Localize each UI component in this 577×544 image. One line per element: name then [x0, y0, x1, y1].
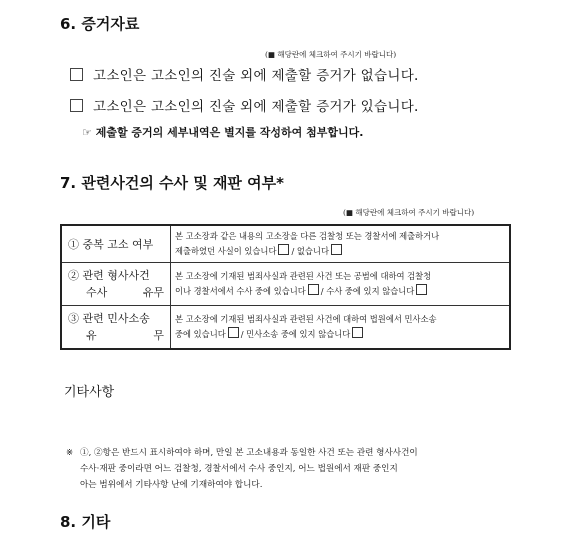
row-content — [171, 263, 511, 306]
row-label — [61, 306, 171, 350]
etc-label: 기타사항 — [64, 385, 115, 400]
row-label-line2b: 무 — [153, 329, 164, 342]
table-row — [61, 225, 510, 263]
row-text-line1: 본 고소장과 같은 내용의 고소장을 다른 검찰청 또는 경찰서에 제출하거나 — [175, 231, 440, 241]
row-text-no: / 없습니다 — [291, 246, 329, 256]
footnote-mark: ※ — [66, 448, 74, 458]
section-6-check-note: (■ 해당란에 체크하여 주시기 바랍니다) — [265, 50, 397, 59]
row-label-line1: ① 중복 고소 여부 — [68, 237, 154, 251]
related-case-table — [60, 224, 511, 350]
row-label — [61, 225, 171, 263]
section-6-title: 6. 증거자료 — [60, 15, 140, 33]
footnote-line1: ①, ②항은 반드시 표시하여야 하며, 만일 본 고소내용과 동일한 사건 또는 관련 형사사건이 — [80, 448, 418, 458]
row-text-yes: 중에 있습니다 — [175, 329, 226, 339]
section-7-title: 7. 관련사건의 수사 및 재판 여부* — [60, 174, 284, 192]
row-text-yes: 제출하였던 사실이 있습니다 — [175, 246, 277, 256]
section-8-title: 8. 기타 — [60, 513, 111, 531]
checkbox-icon[interactable] — [70, 99, 83, 112]
evidence-option-none-label: 고소인은 고소인의 진술 외에 제출할 증거가 없습니다. — [93, 68, 419, 84]
checkbox-icon[interactable] — [331, 244, 342, 255]
checkbox-icon[interactable] — [416, 284, 427, 295]
row-label-line2b: 유무 — [142, 286, 164, 299]
evidence-option-none[interactable] — [70, 64, 419, 84]
row-text-no: / 수사 중에 있지 않습니다 — [320, 286, 415, 296]
row-text-yes: 이나 경찰서에서 수사 중에 있습니다 — [175, 286, 306, 296]
row-content — [171, 306, 511, 350]
row-label-line1: ③ 관련 민사소송 — [68, 312, 150, 325]
evidence-option-exists[interactable] — [70, 95, 419, 115]
table-row — [61, 263, 510, 306]
footnote-line2: 수사·재판 중이라면 어느 검찰청, 경찰서에서 수사 중인지, 어느 법원에서 재판 중인지 — [80, 464, 398, 474]
row-label-line2a: 수사 — [86, 286, 108, 299]
row-content — [171, 225, 511, 263]
checkbox-icon[interactable] — [352, 327, 363, 338]
row-text-no: / 민사소송 중에 있지 않습니다 — [240, 329, 351, 339]
row-label — [61, 263, 171, 306]
footnote-line3: 아는 범위에서 기타사항 난에 기재하여야 합니다. — [80, 480, 263, 490]
checkbox-icon[interactable] — [228, 327, 239, 338]
checkbox-icon[interactable] — [70, 68, 83, 81]
checkbox-icon[interactable] — [278, 244, 289, 255]
row-label-line1: ② 관련 형사사건 — [68, 269, 150, 282]
row-text-line1: 본 고소장에 기재된 범죄사실과 관련된 사건에 대하여 법원에서 민사소송 — [175, 314, 437, 324]
checkbox-icon[interactable] — [308, 284, 319, 295]
table-row — [61, 306, 510, 350]
row-label-line2a: 유 — [86, 329, 97, 342]
section-7-check-note: (■ 해당란에 체크하여 주시기 바랍니다) — [343, 208, 475, 217]
evidence-option-exists-label: 고소인은 고소인의 진술 외에 제출할 증거가 있습니다. — [93, 99, 419, 115]
row-text-line1: 본 고소장에 기재된 범죄사실과 관련된 사건 또는 공범에 대하여 검찰청 — [175, 271, 432, 281]
evidence-attach-note: ☞ 제출할 증거의 세부내역은 별지를 작성하여 첨부합니다. — [82, 126, 364, 139]
